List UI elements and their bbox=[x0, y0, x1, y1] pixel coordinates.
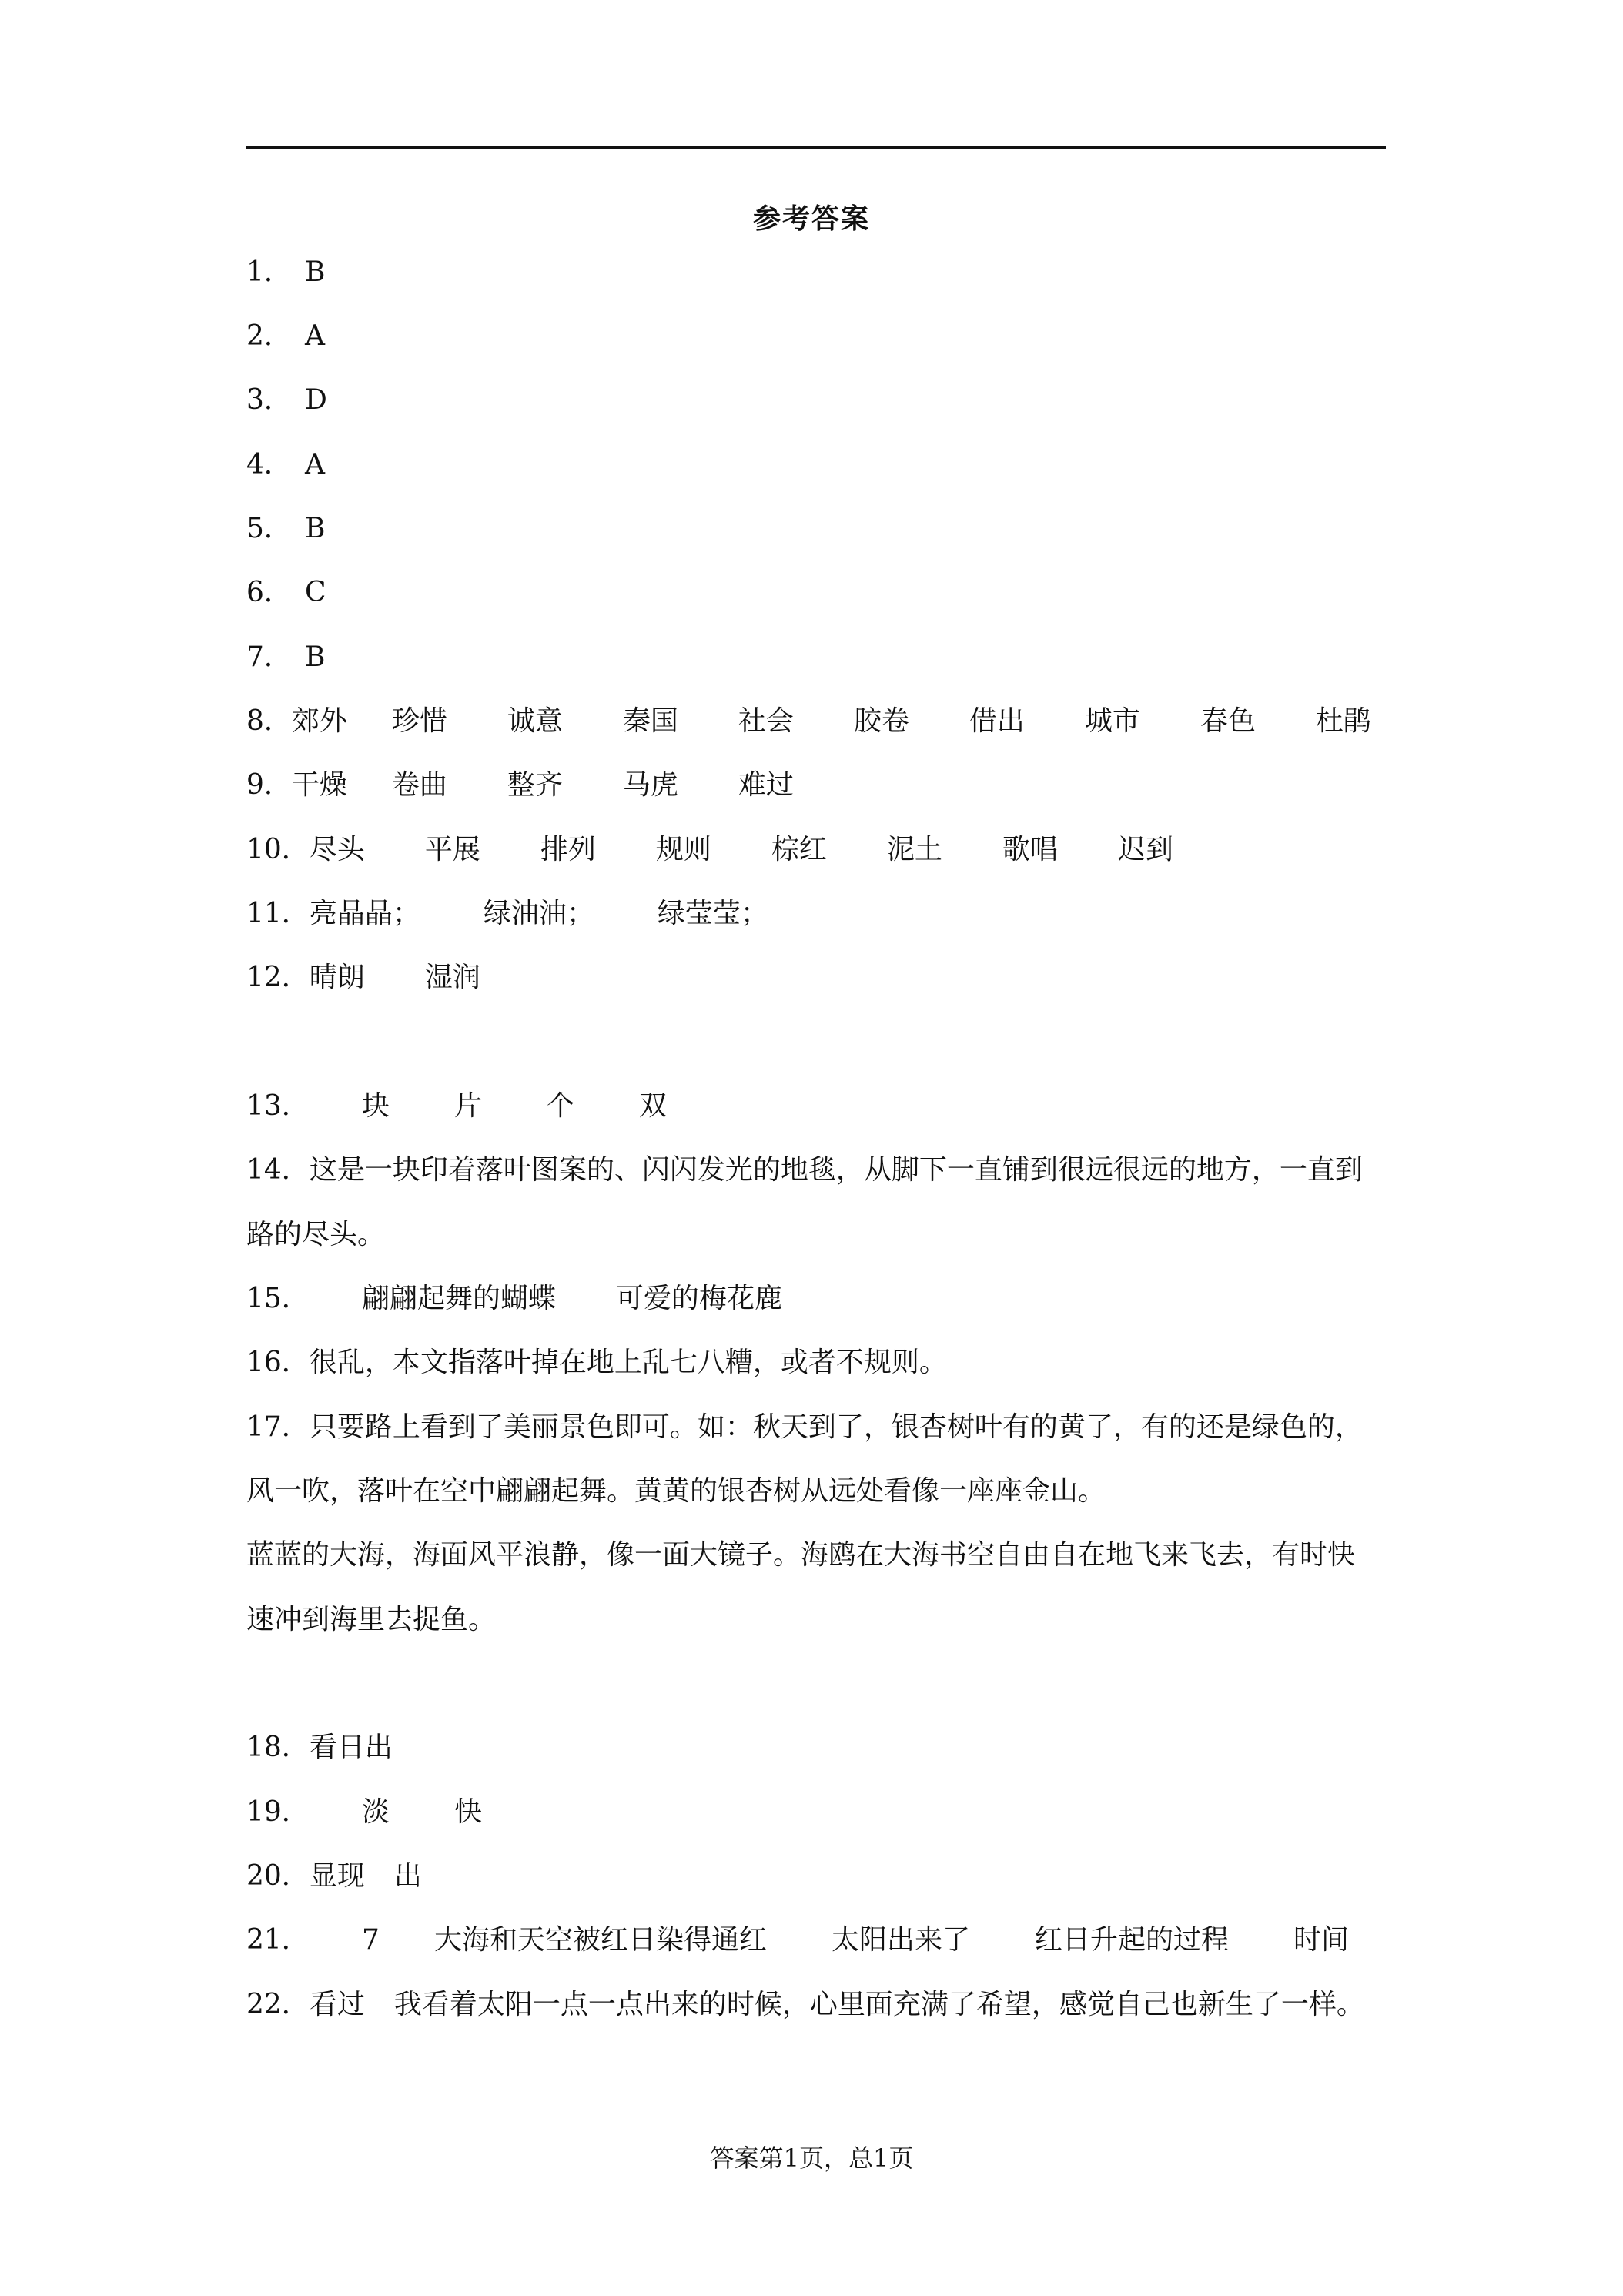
answer-3: 3． D bbox=[246, 384, 327, 416]
answer-13: 13． 块 片 个 双 bbox=[246, 1090, 668, 1122]
answer-4: 4． A bbox=[246, 449, 325, 480]
header-rule bbox=[246, 146, 1386, 149]
answer-17-line-4: 速冲到海里去捉鱼。 bbox=[246, 1604, 497, 1635]
answer-6: 6． C bbox=[246, 577, 326, 608]
answer-17: 17．只要路上看到了美丽景色即可。如：秋天到了，银杏树叶有的黄了，有的还是绿色的， bbox=[246, 1411, 1363, 1443]
answer-17-line-3: 蓝蓝的大海，海面风平浪静，像一面大镜子。海鸥在大海书空自由自在地飞来飞去，有时快 bbox=[246, 1539, 1356, 1571]
answer-17-line-2: 风一吹，落叶在空中翩翩起舞。黄黄的银杏树从远处看像一座座金山。 bbox=[246, 1475, 1106, 1507]
answer-14: 14．这是一块印着落叶图案的、闪闪发光的地毯，从脚下一直铺到很远很远的地方，一直到 bbox=[246, 1154, 1363, 1186]
answer-7: 7． B bbox=[246, 641, 326, 673]
answer-16: 16．很乱，本文指落叶掉在地上乱七八糟，或者不规则。 bbox=[246, 1347, 947, 1378]
answer-5: 5． B bbox=[246, 513, 326, 544]
answer-9: 9．干燥 卷曲 整齐 马虎 难过 bbox=[246, 769, 794, 801]
answer-14-continued: 路的尽头。 bbox=[246, 1219, 386, 1250]
answer-11: 11．亮晶晶； 绿油油； 绿莹莹； bbox=[246, 898, 768, 929]
answer-18: 18．看日出 bbox=[246, 1732, 393, 1763]
answer-15: 15． 翩翩起舞的蝴蝶 可爱的梅花鹿 bbox=[246, 1283, 783, 1314]
page-footer: 答案第1页，总1页 bbox=[709, 2144, 914, 2173]
answer-8: 8．郊外 珍惜 诚意 秦国 社会 胶卷 借出 城市 春色 杜鹃 bbox=[246, 705, 1371, 737]
answer-19: 19． 淡 快 bbox=[246, 1796, 483, 1828]
answer-20: 20．显现 出 bbox=[246, 1860, 422, 1892]
page-title: 参考答案 bbox=[752, 202, 870, 235]
answer-12: 12．晴朗 湿润 bbox=[246, 962, 480, 993]
answer-21: 21． 7 大海和天空被红日染得通红 太阳出来了 红日升起的过程 时间 bbox=[246, 1924, 1350, 1956]
answer-1: 1． B bbox=[246, 256, 326, 288]
answer-22: 22．看过 我看着太阳一点一点出来的时候，心里面充满了希望，感觉自己也新生了一样。 bbox=[246, 1989, 1364, 2020]
answer-10: 10．尽头 平展 排列 规则 棕红 泥土 歌唱 迟到 bbox=[246, 834, 1173, 865]
answer-2: 2． A bbox=[246, 320, 325, 352]
